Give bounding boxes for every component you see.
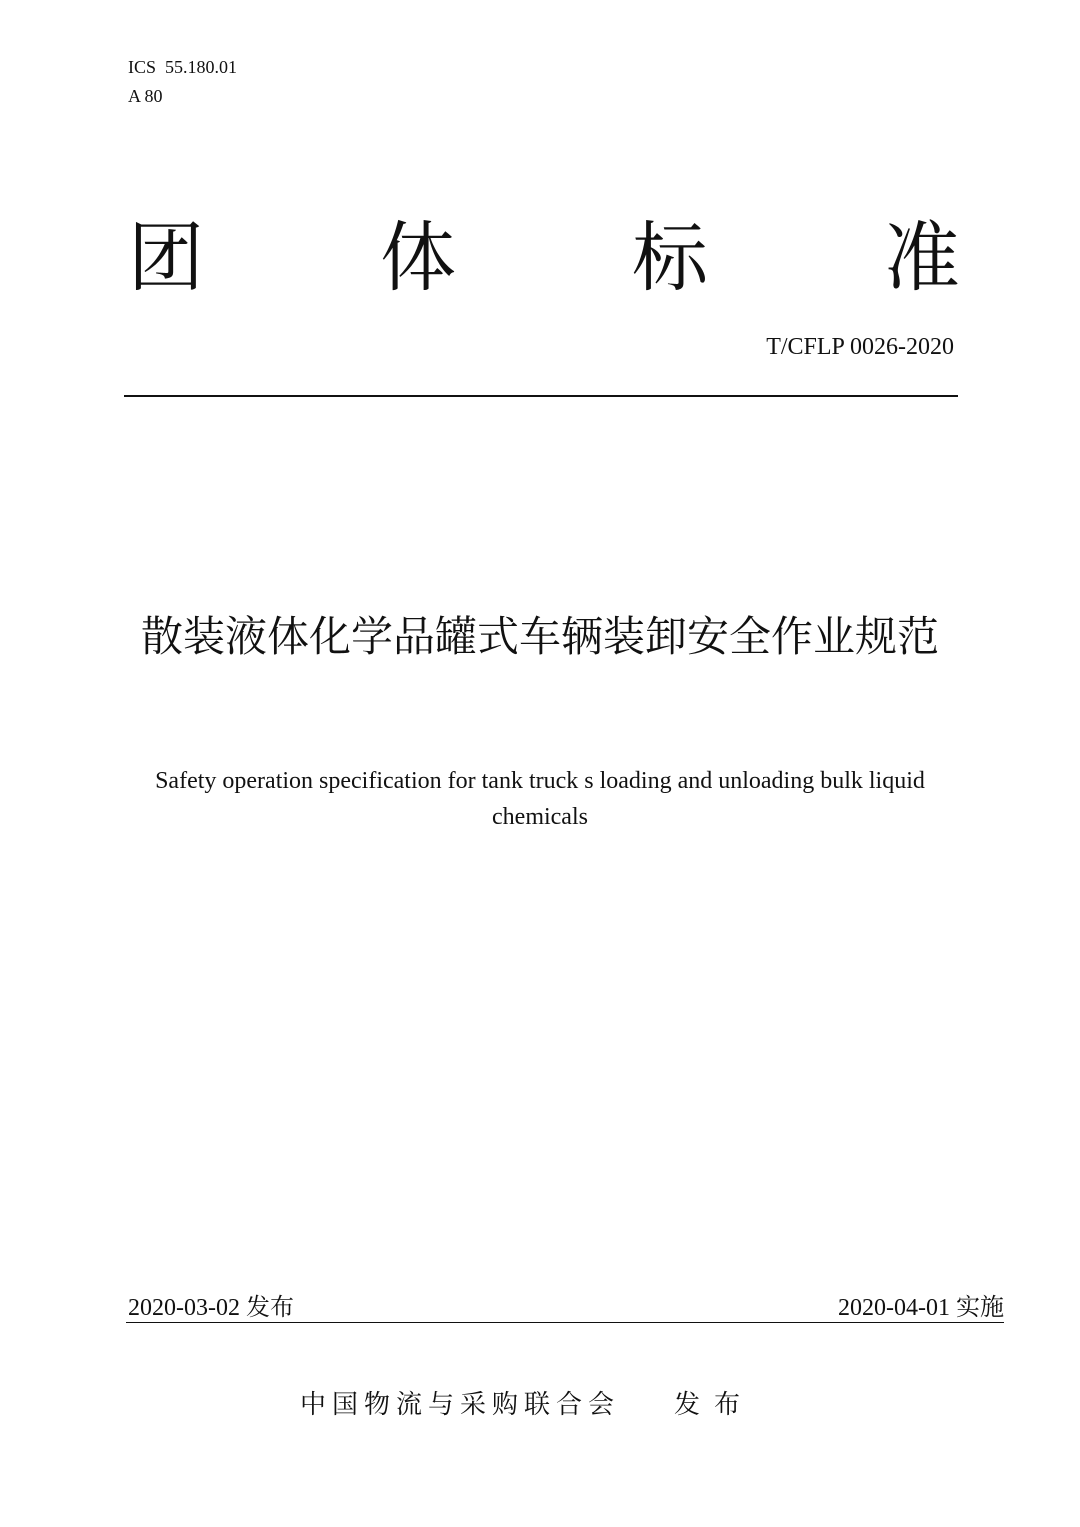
publisher-name: 中国物流与采购联合会 [300, 1390, 621, 1420]
publisher-line [300, 1388, 754, 1422]
issue-date: 2020-03-02 发布 [128, 1295, 294, 1321]
footer-divider [126, 1322, 1004, 1323]
chinese-title: 散装液体化学品罐式车辆装卸安全作业规范 [140, 612, 939, 661]
implementation-date: 2020-04-01 实施 [838, 1295, 1004, 1321]
ccs-code: A 80 [128, 86, 163, 106]
publish-label: 发布 [674, 1390, 755, 1420]
standard-type-char: 准 [884, 213, 960, 302]
standard-type-char: 体 [380, 213, 456, 302]
ics-code: ICS 55.180.01 [128, 57, 238, 77]
standard-type-char: 标 [632, 213, 708, 302]
standard-type-char: 团 [128, 213, 204, 302]
english-title: Safety operation specification for tank truck s loading and unloading bulk liquid chemicals [155, 768, 925, 830]
header-divider [124, 395, 958, 397]
standard-number: T/CFLP 0026-2020 [766, 334, 954, 360]
standard-type-heading [128, 213, 960, 302]
